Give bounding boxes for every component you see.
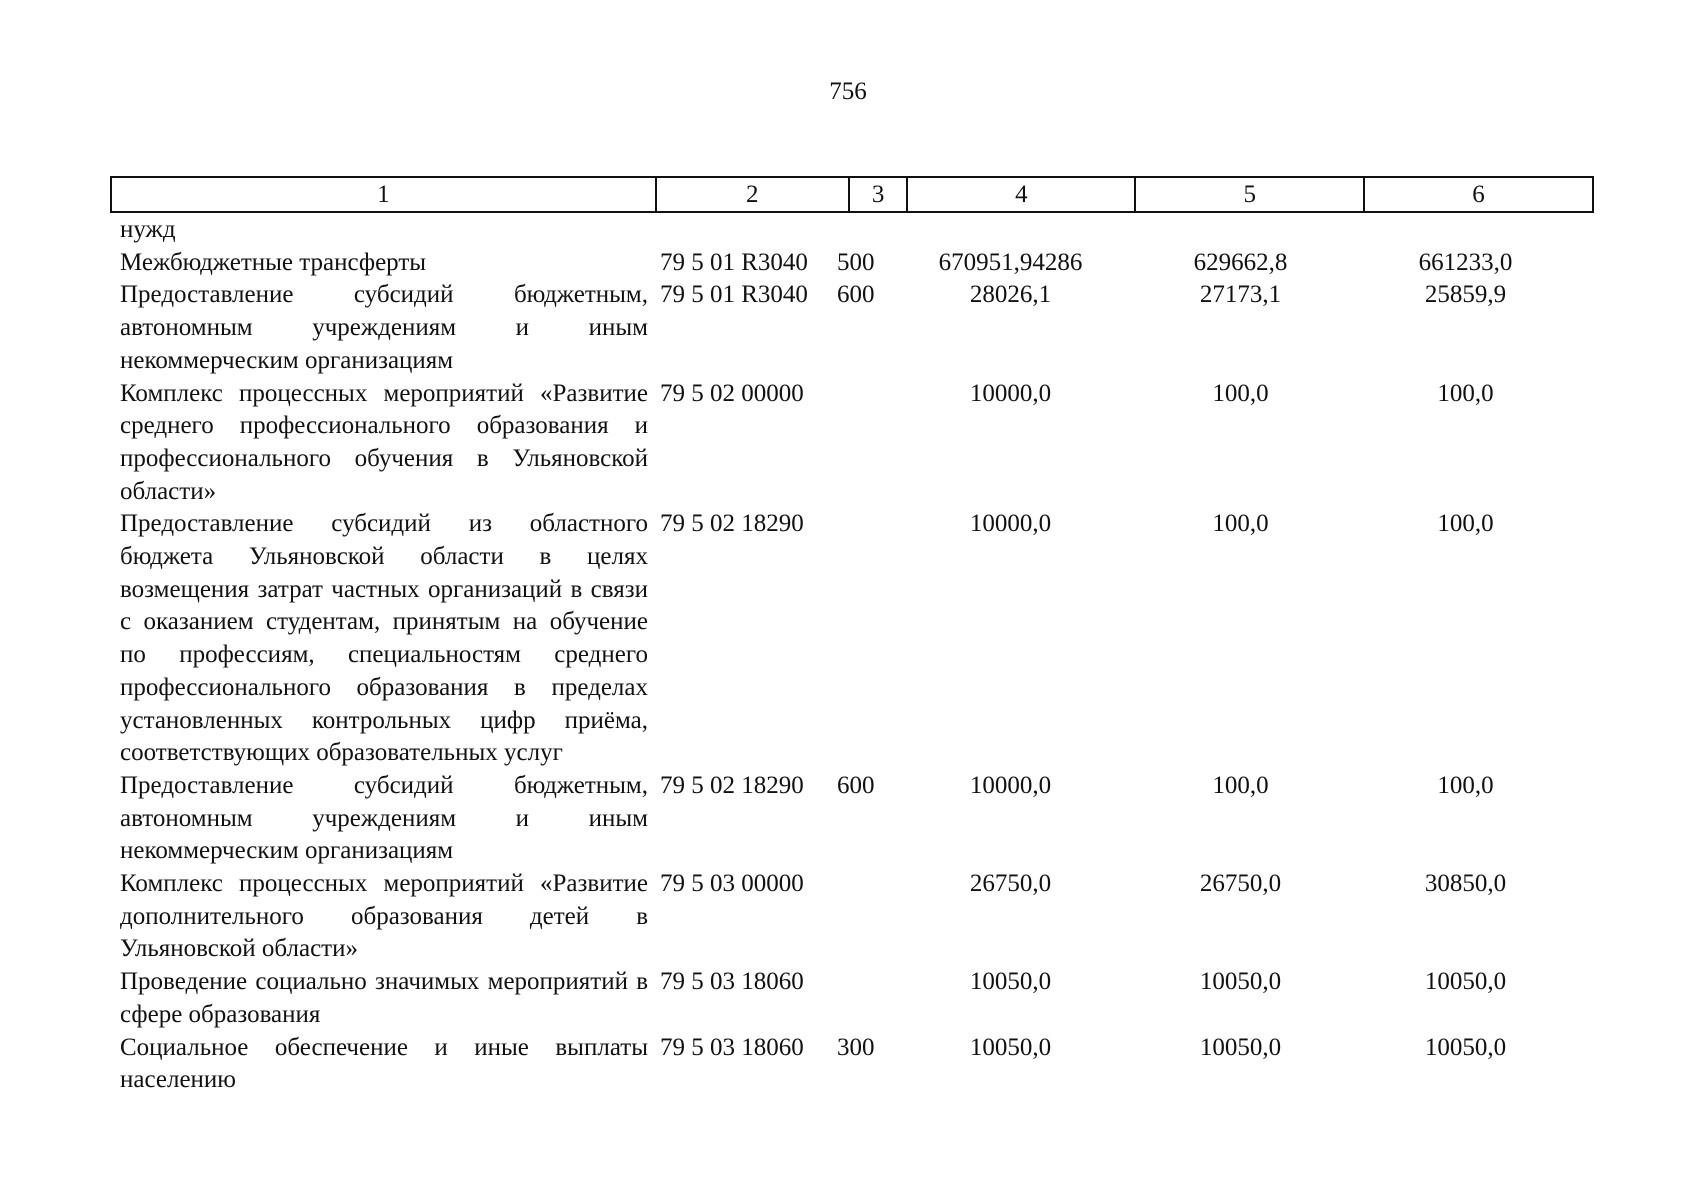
column-header-4: 4	[907, 177, 1135, 212]
row-value-6: 10050,0	[1424, 968, 1507, 996]
row-name: нужд	[120, 216, 176, 243]
row-code: 79 5 02 18290	[660, 771, 804, 799]
row-value-6: 661233,0	[1418, 248, 1513, 276]
row-value-5: 26750,0	[1199, 870, 1282, 898]
row-value-4: 10000,0	[969, 771, 1052, 799]
column-header-5: 5	[1135, 177, 1364, 212]
row-value-6: 100,0	[1437, 510, 1494, 538]
table-row	[120, 247, 1590, 280]
row-value-5: 10050,0	[1199, 968, 1282, 996]
column-header-table	[110, 176, 1594, 213]
row-type: 600	[837, 771, 875, 799]
column-header-6: 6	[1364, 177, 1593, 212]
row-value-5: 100,0	[1212, 771, 1269, 799]
row-value-5: 629662,8	[1193, 248, 1288, 276]
table-row	[120, 214, 1590, 247]
row-value-4: 10050,0	[969, 968, 1052, 996]
column-header-3: 3	[849, 177, 908, 212]
row-value-4: 10000,0	[969, 510, 1052, 538]
row-name: Предоставление субсидий бюджетным, автономным учреждениям и иным некоммерческим организациям	[120, 281, 648, 374]
column-header-1: 1	[111, 177, 656, 212]
row-value-4: 10000,0	[969, 379, 1052, 407]
row-value-4: 10050,0	[969, 1033, 1052, 1061]
row-value-6: 10050,0	[1424, 1033, 1507, 1061]
column-header-2: 2	[656, 177, 849, 212]
row-type: 300	[837, 1033, 875, 1061]
row-value-6: 25859,9	[1424, 281, 1507, 309]
row-name: Проведение социально значимых мероприятий в сфере образования	[120, 968, 648, 1028]
row-value-4: 28026,1	[969, 281, 1052, 309]
row-value-5: 100,0	[1212, 510, 1269, 538]
row-code: 79 5 03 18060	[660, 1033, 804, 1061]
page-number: 756	[829, 78, 867, 105]
table-row	[120, 966, 1590, 1031]
row-name: Предоставление субсидий из областного бюджета Ульяновской области в целях возмещения затрат частных организаций в связи с оказанием студентам, принятым на обучение по профессиям, специальностям среднего профессионального образования в пределах установленных контрольных цифр приёма, соответствующих образовательных услуг	[120, 510, 648, 767]
budget-rows	[120, 214, 1590, 1097]
row-code: 79 5 03 18060	[660, 968, 804, 996]
row-value-6: 100,0	[1437, 771, 1494, 799]
row-name: Комплекс процессных мероприятий «Развитие среднего профессионального образования и профессионального обучения в Ульяновской области»	[120, 379, 648, 505]
row-value-4: 670951,94286	[938, 248, 1083, 276]
row-value-6: 100,0	[1437, 379, 1494, 407]
row-type: 600	[837, 281, 875, 309]
row-code: 79 5 01 R3040	[660, 248, 808, 276]
table-row	[120, 378, 1590, 509]
table-row	[120, 868, 1590, 966]
row-type: 500	[837, 248, 875, 276]
table-row	[120, 1032, 1590, 1097]
row-name: Межбюджетные трансферты	[120, 248, 427, 276]
row-code: 79 5 03 00000	[660, 870, 804, 898]
row-value-5: 27173,1	[1199, 281, 1282, 309]
row-name: Комплекс процессных мероприятий «Развитие дополнительного образования детей в Ульяновской области»	[120, 870, 648, 963]
row-value-6: 30850,0	[1424, 870, 1507, 898]
row-code: 79 5 02 00000	[660, 379, 804, 407]
row-value-5: 10050,0	[1199, 1033, 1282, 1061]
table-row	[120, 770, 1590, 868]
table-row	[120, 508, 1590, 770]
row-value-5: 100,0	[1212, 379, 1269, 407]
row-code: 79 5 01 R3040	[660, 281, 808, 309]
row-name: Социальное обеспечение и иные выплаты населению	[120, 1033, 648, 1094]
table-row	[120, 279, 1590, 377]
row-code: 79 5 02 18290	[660, 510, 804, 538]
row-name: Предоставление субсидий бюджетным, автономным учреждениям и иным некоммерческим организациям	[120, 771, 648, 865]
row-value-4: 26750,0	[969, 870, 1052, 898]
